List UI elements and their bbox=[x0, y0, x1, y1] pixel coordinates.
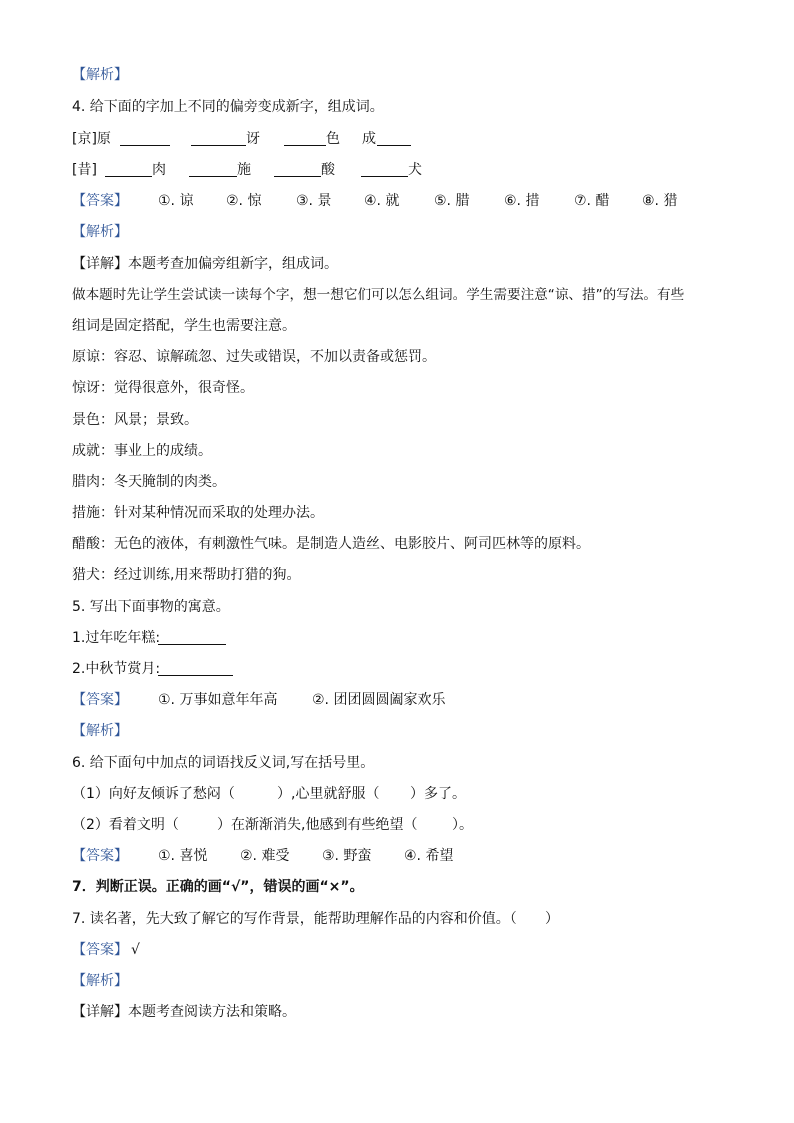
analysis-label: 【解析】 bbox=[72, 224, 128, 240]
answer-label: 【答案】 bbox=[72, 692, 128, 708]
answer-item: ③. 景 bbox=[296, 193, 332, 209]
answer-item: ⑧. 猎 bbox=[642, 193, 678, 209]
word-definition: 猎犬：经过训练,用来帮助打猎的狗。 bbox=[72, 567, 301, 583]
answer-item: ①. 喜悦 bbox=[158, 848, 208, 864]
q4-row2-suffix: 施 bbox=[237, 162, 251, 178]
question-4: 4. 给下面的字加上不同的偏旁变成新字，组成词。 bbox=[72, 99, 384, 115]
question-6: 6. 给下面句中加点的词语找反义词,写在括号里。 bbox=[72, 755, 375, 771]
q4-row1-suffix: 色 bbox=[326, 131, 340, 147]
q6-sentence-1: ）,心里就舒服（ bbox=[277, 786, 380, 802]
answer-item: √ bbox=[131, 942, 140, 958]
detail-paragraph: 做本题时先让学生尝试读一读每个字，想一想它们可以怎么组词。学生需要注意“谅、措”的写法。有些 bbox=[72, 287, 685, 303]
word-definition: 醋酸：无色的液体，有刺激性气味。是制造人造丝、电影胶片、阿司匹林等的原料。 bbox=[72, 536, 590, 552]
q4-row2-suffix: 酸 bbox=[321, 162, 335, 178]
answer-label: 【答案】 bbox=[72, 848, 128, 864]
answer-item: ②. 惊 bbox=[226, 193, 262, 209]
q6-sentence-2: ）在渐渐消失,他感到有些绝望（ bbox=[217, 817, 418, 833]
answer-item: ①. 谅 bbox=[158, 193, 194, 209]
fill-blank[interactable] bbox=[158, 661, 233, 676]
q5-item-1: 1.过年吃年糕: bbox=[72, 630, 161, 646]
q6-sentence-1: ）多了。 bbox=[410, 786, 466, 802]
fill-blank[interactable] bbox=[377, 131, 411, 146]
answer-item: ④. 就 bbox=[364, 193, 400, 209]
q6-sentence-2: （2）看着文明（ bbox=[72, 817, 179, 833]
fill-blank[interactable] bbox=[189, 162, 237, 177]
answer-item: ⑤. 腊 bbox=[434, 193, 470, 209]
detail-line: 【详解】本题考查加偏旁组新字，组成词。 bbox=[72, 256, 338, 272]
answer-label: 【答案】 bbox=[72, 942, 128, 958]
word-definition: 原谅：容忍、谅解疏忽、过失或错误，不加以责备或惩罚。 bbox=[72, 349, 436, 365]
fill-blank[interactable] bbox=[105, 162, 152, 177]
word-definition: 措施：针对某种情况而采取的处理办法。 bbox=[72, 505, 324, 521]
answer-item: ②. 团团圆圆阖家欢乐 bbox=[312, 692, 446, 708]
analysis-label: 【解析】 bbox=[72, 973, 128, 989]
q4-row1-suffix: 讶 bbox=[246, 131, 260, 147]
word-definition: 成就：事业上的成绩。 bbox=[72, 443, 212, 459]
detail-line: 【详解】本题考查阅读方法和策略。 bbox=[72, 1004, 296, 1020]
fill-blank[interactable] bbox=[191, 131, 246, 146]
q4-row1-prefix: 成 bbox=[362, 131, 376, 147]
analysis-label: 【解析】 bbox=[72, 67, 128, 83]
analysis-label: 【解析】 bbox=[72, 723, 128, 739]
fill-blank[interactable] bbox=[284, 131, 326, 146]
answer-item: ②. 难受 bbox=[240, 848, 290, 864]
question-5: 5. 写出下面事物的寓意。 bbox=[72, 599, 230, 615]
answer-item: ④. 希望 bbox=[404, 848, 454, 864]
fill-blank[interactable] bbox=[158, 630, 226, 645]
fill-blank[interactable] bbox=[361, 162, 408, 177]
q6-sentence-1: （1）向好友倾诉了愁闷（ bbox=[72, 786, 235, 802]
q4-row2-prefix: [昔] bbox=[72, 162, 97, 178]
answer-label: 【答案】 bbox=[72, 193, 128, 209]
q6-sentence-2: ）。 bbox=[452, 817, 473, 833]
word-definition: 腊肉：冬天腌制的肉类。 bbox=[72, 474, 226, 490]
fill-blank[interactable] bbox=[274, 162, 321, 177]
q5-item-2: 2.中秋节赏月: bbox=[72, 661, 161, 677]
fill-blank[interactable] bbox=[120, 131, 170, 146]
answer-item: ③. 野蛮 bbox=[322, 848, 372, 864]
q4-row2-suffix: 肉 bbox=[152, 162, 166, 178]
question-7: ） bbox=[545, 911, 559, 927]
q4-row1-prefix: [京]原 bbox=[72, 131, 111, 147]
q4-row2-suffix: 犬 bbox=[408, 162, 422, 178]
word-definition: 景色：风景；景致。 bbox=[72, 412, 198, 428]
question-7: 7. 读名著，先大致了解它的写作背景，能帮助理解作品的内容和价值。（ bbox=[72, 911, 517, 927]
answer-item: ⑦. 醋 bbox=[574, 193, 610, 209]
section-heading: 7．判断正误。正确的画“√”，错误的画“×”。 bbox=[72, 879, 364, 895]
answer-item: ⑥. 措 bbox=[504, 193, 540, 209]
detail-paragraph: 组词是固定搭配，学生也需要注意。 bbox=[72, 318, 296, 334]
word-definition: 惊讶：觉得很意外，很奇怪。 bbox=[72, 380, 254, 396]
answer-item: ①. 万事如意年年高 bbox=[158, 692, 278, 708]
